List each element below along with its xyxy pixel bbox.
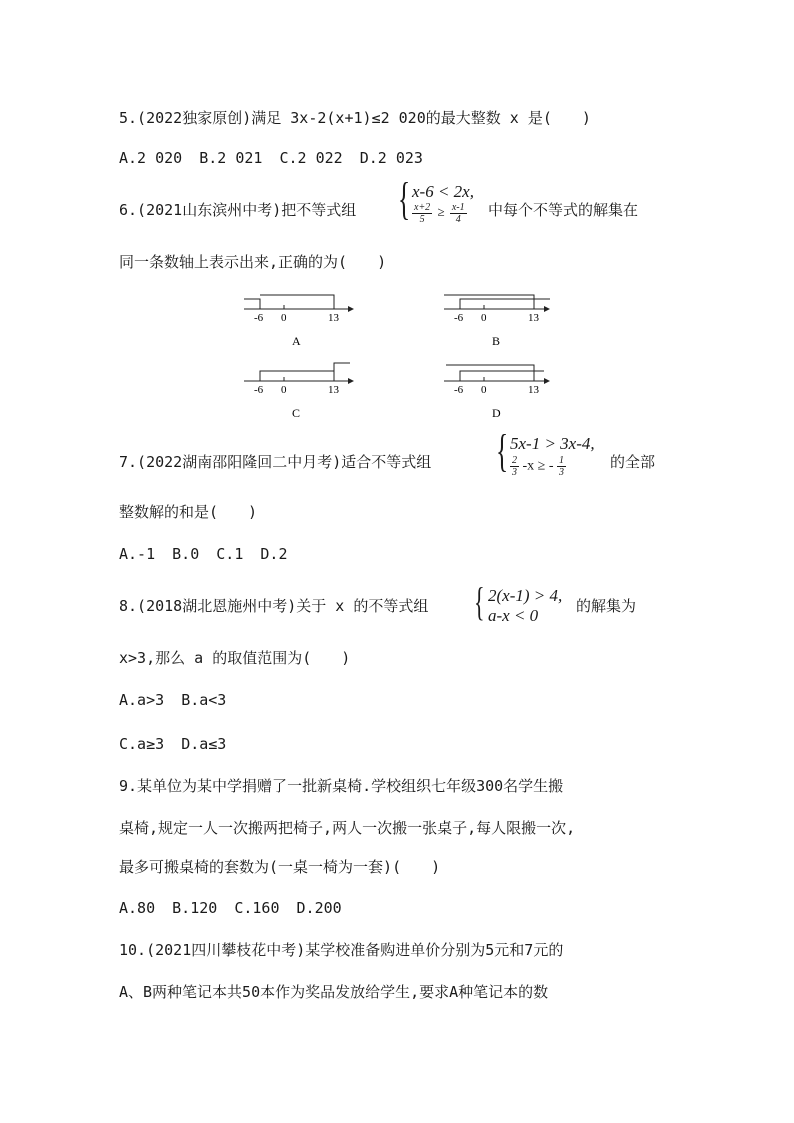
caption-c: C [292, 406, 301, 420]
q6-fraction-left: $\frac{x+2}{5}$ [414, 202, 431, 225]
q10-line1: 10.(2021四川攀枝花中考)某学校准备购进单价分别为5元和7元的 [119, 941, 564, 959]
tick-label: 13 [528, 312, 539, 324]
q6-inequality-system [398, 173, 490, 232]
q6-number-line-figure [240, 285, 560, 425]
tick-label: -6 [454, 312, 464, 324]
q8-option-a: A.a>3 [119, 691, 165, 709]
q10-line2: A、B两种笔记本共50本作为奖品发放给学生,要求A种笔记本的数 [119, 983, 549, 1001]
q7-fraction-right: $\frac{1}{3}$ [559, 455, 565, 478]
q7-inequality-system [496, 425, 618, 488]
q6-row1: x-6 < 2x, [412, 182, 474, 201]
q8-option-c: C.a≥3 [119, 735, 165, 753]
left-brace-icon: { [474, 579, 485, 624]
tick-label: 0 [281, 384, 287, 396]
q7-option-d: D.2 [260, 545, 288, 563]
q9-option-d: D.200 [296, 899, 342, 917]
q7-option-b: B.0 [172, 545, 200, 563]
tick-label: -6 [254, 384, 264, 396]
caption-b: B [492, 334, 501, 348]
number-line-c [244, 363, 354, 420]
tick-label: 13 [328, 312, 339, 324]
q7-line2: 整数解的和是( ) [119, 503, 258, 521]
q5-option-a: A.2 020 [119, 149, 183, 167]
q6-row2: $\frac{x+2}{5}$ ≥ $\frac{x-1}{4}$ [414, 202, 465, 225]
q6-line2: 同一条数轴上表示出来,正确的为( ) [119, 253, 387, 271]
q7-row1: 5x-1 > 3x-4, [510, 434, 595, 453]
q8-options-row2 [119, 734, 234, 754]
q8-inequality-system [474, 579, 586, 630]
q6-fraction-right: $\frac{x-1}{4}$ [451, 202, 465, 225]
tick-label: -6 [254, 312, 264, 324]
q7-options [119, 544, 296, 564]
q6-suffix: 中每个不等式的解集在 [488, 201, 639, 219]
tick-label: 0 [281, 312, 287, 324]
caption-a: A [292, 334, 301, 348]
q8-options-row1 [119, 690, 234, 710]
tick-label: -6 [454, 384, 464, 396]
q9-line1: 9.某单位为某中学捐赠了一批新桌椅.学校组织七年级300名学生搬 [119, 777, 564, 795]
q8-option-b: B.a<3 [181, 691, 227, 709]
q7-fraction-left: $\frac{2}{3}$ [512, 455, 517, 478]
q5-option-b: B.2 021 [199, 149, 263, 167]
tick-label: 13 [328, 384, 339, 396]
q9-option-a: A.80 [119, 899, 156, 917]
q7-option-c: C.1 [216, 545, 244, 563]
q9-options [119, 898, 350, 918]
q7-row2: $\frac{2}{3}$ -x ≥ - $\frac{1}{3}$ [512, 455, 565, 478]
q8-prefix: 8.(2018湖北恩施州中考)关于 x 的不等式组 [119, 597, 429, 615]
q5-option-d: D.2 023 [359, 149, 423, 167]
q6-prefix: 6.(2021山东滨州中考)把不等式组 [119, 201, 357, 219]
q8-option-d: D.a≤3 [181, 735, 227, 753]
number-line-b [444, 295, 550, 348]
tick-label: 0 [481, 312, 487, 324]
q9-line2: 桌椅,规定一人一次搬两把椅子,两人一次搬一张桌子,每人限搬一次, [119, 819, 576, 837]
q5-stem: 5.(2022独家原创)满足 3x-2(x+1)≤2 020的最大整数 x 是( ) [119, 109, 591, 127]
tick-label: 13 [528, 384, 539, 396]
tick-label: 0 [481, 384, 487, 396]
q8-row1: 2(x-1) > 4, [488, 586, 563, 605]
q9-option-c: C.160 [234, 899, 280, 917]
q8-line2: x>3,那么 a 的取值范围为( ) [119, 649, 351, 667]
q5-option-c: C.2 022 [279, 149, 343, 167]
left-brace-icon: { [398, 173, 411, 224]
number-line-d [444, 365, 550, 420]
q7-prefix: 7.(2022湖南邵阳隆回二中月考)适合不等式组 [119, 453, 432, 471]
q9-line3: 最多可搬桌椅的套数为(一桌一椅为一套)( ) [119, 858, 441, 876]
left-brace-icon: { [496, 425, 509, 476]
q8-row2: a-x < 0 [488, 606, 539, 625]
q9-option-b: B.120 [172, 899, 218, 917]
q7-suffix: 的全部 [610, 453, 656, 471]
caption-d: D [492, 406, 501, 420]
q7-option-a: A.-1 [119, 545, 156, 563]
q5-options [119, 148, 431, 168]
number-line-a [244, 295, 354, 348]
q8-suffix: 的解集为 [576, 597, 637, 615]
